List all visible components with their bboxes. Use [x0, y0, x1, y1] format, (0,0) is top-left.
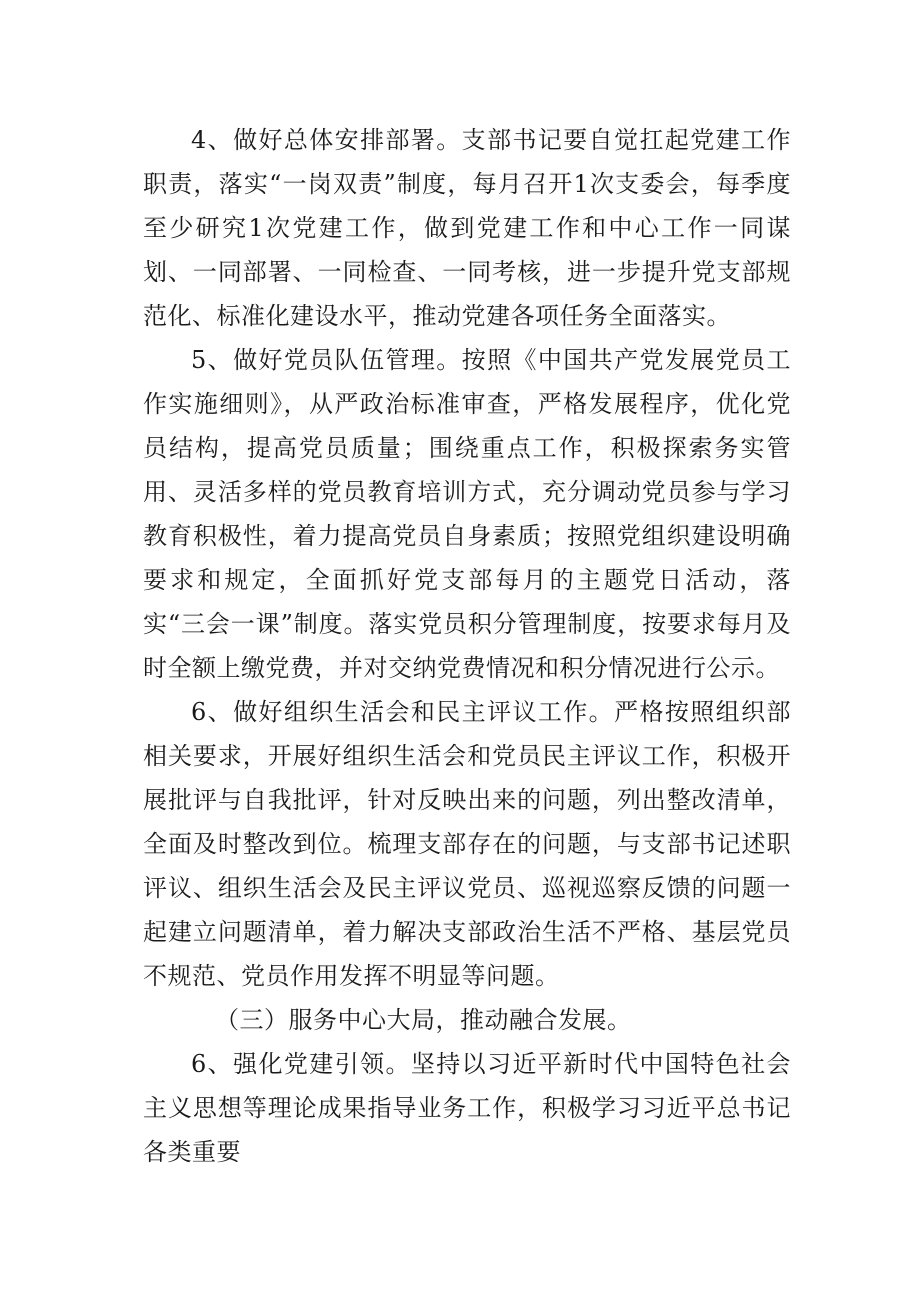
- paragraph-party-leadership: 6、强化党建引领。坚持以习近平新时代中国特色社会主义思想等理论成果指导业务工作，积极学习习近平总书记各类重要: [143, 1050, 791, 1166]
- paragraph-overall-arrangement: 4、做好总体安排部署。支部书记要自觉扛起党建工作职责，落实“一岗双责”制度，每月召开1次支委会，每季度至少研究1次党建工作，做到党建工作和中心工作一同谋划、一同部署、一同检查、一同考核，进一步提升党支部规范化、标准化建设水平，推动党建各项任务全面落实。: [143, 126, 791, 330]
- paragraph-organizational-life: 6、做好组织生活会和民主评议工作。严格按照组织部相关要求，开展好组织生活会和党员民主评议工作，积极开展批评与自我批评，针对反映出来的问题，列出整改清单，全面及时整改到位。梳理支部存在的问题，与支部书记述职评议、组织生活会及民主评议党员、巡视巡察反馈的问题一起建立问题清单，着力解决支部政治生活不严格、基层党员不规范、党员作用发挥不明显等问题。: [143, 698, 791, 990]
- section-heading-three: （三）服务中心大局，推动融合发展。: [215, 1006, 632, 1034]
- paragraph-member-management: 5、做好党员队伍管理。按照《中国共产党发展党员工作实施细则》，从严政治标准审查，严格发展程序，优化党员结构，提高党员质量；围绕重点工作，积极探索务实管用、灵活多样的党员教育培训方式，充分调动党员参与学习教育积极性，着力提高党员自身素质；按照党组织建设明确要求和规定，全面抓好党支部每月的主题党日活动，落实“三会一课”制度。落实党员积分管理制度，按要求每月及时全额上缴党费，并对交纳党费情况和积分情况进行公示。: [143, 346, 791, 682]
- document-body: [143, 118, 791, 1174]
